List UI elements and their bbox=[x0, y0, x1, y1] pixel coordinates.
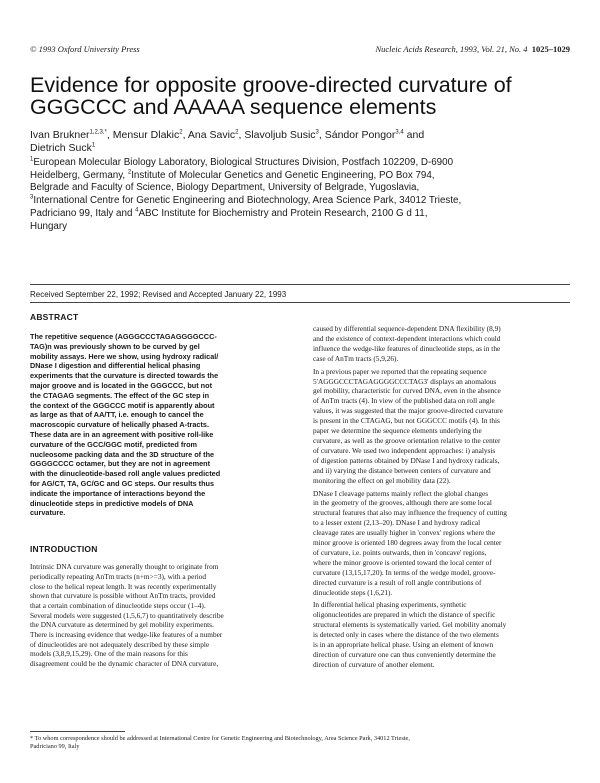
text-line: Intrinsic DNA curvature was generally thought to originate from bbox=[30, 562, 219, 572]
author-line bbox=[30, 142, 575, 155]
author: Ivan Brukner$^{1,2,3,*}$ bbox=[30, 129, 107, 141]
abstract-body bbox=[30, 332, 285, 518]
text-line: macroscopic curvature of helically phased A-tracts. bbox=[30, 420, 209, 430]
text-line: disagreement could be the dynamic character of DNA curvature, bbox=[30, 659, 219, 669]
text-line: TAG)n was previously shown to be curved by gel bbox=[30, 341, 200, 351]
text-line: of digestion patterns obtained by DNase I and hydroxy radicals, bbox=[313, 455, 500, 465]
text-line: Several models were suggested (1,5,6,7) to quantitatively describe bbox=[30, 610, 224, 620]
footnote-line: * To whom correspondence should be addressed at International Centre for Genetic Engineering and Biotechnology, Area Science Park, 34012 Trieste, bbox=[30, 735, 410, 742]
text-line: of AnTm tracts (4). In view of the published data on roll angle bbox=[313, 396, 495, 406]
text-line: GGGGCCCC octamer, but they are not in agreement bbox=[30, 459, 211, 469]
divider-bottom bbox=[30, 302, 570, 303]
text-line: of curvature. We used two independent approaches: i) analysis bbox=[313, 445, 496, 455]
text-line: caused by differential sequence-dependent DNA flexibility (8,9) bbox=[313, 324, 501, 333]
text-line: minor groove is oriented 180 degrees away from the local center bbox=[313, 538, 502, 548]
text-line: to a lesser extent (2,13–20). DNase I and hydroxy radical bbox=[313, 518, 481, 528]
text-line: DNase I cleavage patterns mainly reflect the global changes bbox=[313, 488, 489, 498]
text-line: where the minor groove is oriented toward the local center of bbox=[313, 557, 492, 567]
text-line: These data are in an agreement with positive roll-like bbox=[30, 429, 214, 439]
divider-top bbox=[30, 284, 570, 285]
left-column bbox=[30, 312, 285, 669]
page-range: 1025–1029 bbox=[531, 44, 570, 54]
text-line: structural elements is systematically varied. Gel mobility anomaly bbox=[313, 620, 507, 630]
text-line: is detected only in cases where the distance of the two elements bbox=[313, 630, 499, 640]
text-line: nucleosome packing data and the 3D structure of the bbox=[30, 449, 215, 459]
paper-title bbox=[30, 74, 575, 118]
introduction-body bbox=[30, 562, 285, 669]
text-line: values, it was suggested that the major groove-directed curvature bbox=[313, 406, 503, 416]
text-line: direction of curvature of another element. bbox=[313, 659, 435, 669]
author: Dietrich Suck$^1$ bbox=[30, 142, 96, 154]
text-line: oligonucleotides are prepared in which the distance of specific bbox=[313, 610, 496, 620]
footnote-rule bbox=[30, 731, 125, 732]
author: Ana Savic$^2$ bbox=[187, 129, 239, 141]
author-line: Ivan Brukner$^{1,2,3,*}$, Mensur Dlakic$^2$, Ana Savic$^2$, Slavoljub Susic$^3$, Sándor Pongor$^{3,4}$ and bbox=[30, 129, 425, 141]
affiliation-line: Heidelberg, Germany, $^2$Institute of Molecular Genetics and Genetic Engineering, PO Box 794, bbox=[30, 169, 435, 181]
text-line: 5'AGGGCCCTAGAGGGGCCCTAG3' displays an anomalous bbox=[313, 376, 497, 386]
title-line: GGGCCC and AAAAA sequence elements bbox=[30, 95, 437, 119]
author: Sándor Pongor$^{3,4}$ bbox=[324, 129, 404, 141]
text-line: indicate the importance of interactions beyond the bbox=[30, 488, 206, 498]
abstract-heading: ABSTRACT bbox=[30, 312, 79, 322]
text-line: The repetitive sequence (AGGGCCCTAGAGGGGCCC- bbox=[30, 332, 217, 341]
text-line: direction of curvature one can thus conveniently determine the bbox=[313, 650, 496, 659]
text-line: with the dinucleotide-based roll angle values predicted bbox=[30, 469, 221, 479]
text-line: for AG/CT, TA, GC/GC and GC steps. Our results thus bbox=[30, 478, 215, 488]
text-line: the DNA curvature as determined by gel mobility experiments. bbox=[30, 620, 214, 630]
text-line: as large as that of AA/TT, i.e. enough to cancel the bbox=[30, 410, 204, 420]
text-line: There is increasing evidence that wedge-like features of a number bbox=[30, 630, 223, 640]
text-line: directed curvature is a result of roll angle contributions of bbox=[313, 577, 482, 587]
affiliation-line: $^3$International Centre for Genetic Engineering and Biotechnology, Area Science Park, 34012 Trieste, bbox=[30, 194, 462, 207]
text-line: the context of the GGGCCC motif is apparently about bbox=[30, 400, 215, 410]
author: Mensur Dlakic$^2$ bbox=[112, 129, 183, 141]
text-line: curvature, as well as the groove orientation relative to the center bbox=[313, 435, 501, 445]
author: Slavoljub Susic$^3$ bbox=[244, 129, 319, 141]
paragraph bbox=[313, 600, 571, 669]
affiliation-line: Padriciano 99, Italy and $^4$ABC Institute for Biochemistry and Protein Research, 2100 G d 11, bbox=[30, 207, 428, 219]
journal-info: Nucleic Acids Research, 1993, Vol. 21, No. 4 bbox=[375, 44, 528, 54]
paragraph bbox=[313, 489, 571, 598]
affiliation-line: $^1$European Molecular Biology Laboratory, Biological Structures Division, Postfach 102209, D-6900 bbox=[30, 156, 454, 168]
text-line: monitoring the effect on gel mobility data (22). bbox=[313, 475, 451, 485]
text-line: in the geometry of the grooves, although there are some local bbox=[313, 498, 492, 508]
affiliations bbox=[30, 157, 575, 233]
text-line: curvature. bbox=[30, 508, 66, 518]
author-list bbox=[30, 129, 575, 155]
text-line: curvature (13,15,17,20). In terms of the wedge model, groove- bbox=[313, 567, 496, 577]
text-line: cleavage rates are usually higher in 'convex' regions where the bbox=[313, 528, 495, 538]
text-line: In a previous paper we reported that the repeating sequence bbox=[313, 366, 487, 376]
text-line: is present in the CTAGAG, but not GGGCCC motifs (4). In this bbox=[313, 416, 500, 426]
text-line: dinucleotide steps in predictive models of DNA bbox=[30, 498, 194, 508]
journal-citation bbox=[375, 44, 570, 58]
text-line: influence the wedge-like features of dinucleotide steps, as in the bbox=[313, 343, 501, 353]
text-line: shown that curvature is possible without AnTm tracts, provided bbox=[30, 591, 216, 601]
text-line: dinucleotide steps (1,6,21). bbox=[313, 587, 393, 597]
text-line: curvature of the GCC/GGC motif, predicted from bbox=[30, 439, 198, 449]
text-line: of curvature, i.e. points outwards, then in 'concave' regions, bbox=[313, 547, 487, 557]
text-line: gel mobility, characteristic for curved DNA, even in the absence bbox=[313, 386, 501, 396]
running-header bbox=[30, 44, 570, 58]
text-line: of dinucleotides are not adequately described by these simple bbox=[30, 639, 210, 649]
affiliation-line: Hungary bbox=[30, 220, 68, 232]
text-line: experiments that the curvature is directed towards the bbox=[30, 371, 219, 381]
text-line: case of AnTm tracts (5,9,26). bbox=[313, 353, 399, 363]
text-line: In differential helical phasing experiments, synthetic bbox=[313, 600, 467, 610]
text-line: structural features that also may influence the frequency of cutting bbox=[313, 508, 507, 518]
right-column bbox=[313, 324, 571, 670]
title-line: Evidence for opposite groove-directed curvature of bbox=[30, 73, 512, 97]
text-line: DNase I digestion and differential helical phasing bbox=[30, 361, 201, 371]
introduction-heading: INTRODUCTION bbox=[30, 544, 98, 555]
correspondence-footnote bbox=[30, 735, 575, 751]
text-line: the CTAGAG segments. The effect of the GC step in bbox=[30, 390, 210, 400]
paragraph bbox=[313, 367, 571, 486]
paragraph bbox=[313, 324, 571, 364]
text-line: models (3,8,9,15,29). One of the main reasons for this bbox=[30, 649, 188, 659]
copyright-notice: © 1993 Oxford University Press bbox=[30, 44, 140, 54]
text-line: and the existence of context-dependent interactions which could bbox=[313, 333, 501, 343]
text-line: is in an appropriate helical phase. Using an element of known bbox=[313, 640, 494, 650]
text-line: paper we determine the sequence elements underlying the bbox=[313, 426, 482, 436]
text-line: close to the helical repeat length. It was recently experimentally bbox=[30, 581, 217, 591]
text-line: major groove and is located in the GGGCCC, but not bbox=[30, 380, 213, 390]
received-dates: Received September 22, 1992; Revised and Accepted January 22, 1993 bbox=[30, 290, 287, 299]
text-line: that a certain combination of dinucleotide steps occur (1–4). bbox=[30, 600, 206, 610]
text-line: and ii) varying the distance between centers of curvature and bbox=[313, 465, 491, 475]
footnote-line: Padriciano 99, Italy bbox=[30, 743, 80, 750]
affiliation-line: Belgrade and Faculty of Science, Biology Department, University of Belgrade, Yugoslavia, bbox=[30, 182, 420, 194]
text-line: periodically repeating AnTm tracts (n+m>=3), with a period bbox=[30, 571, 207, 581]
text-line: mobility assays. Here we show, using hydroxy radical/ bbox=[30, 351, 219, 361]
